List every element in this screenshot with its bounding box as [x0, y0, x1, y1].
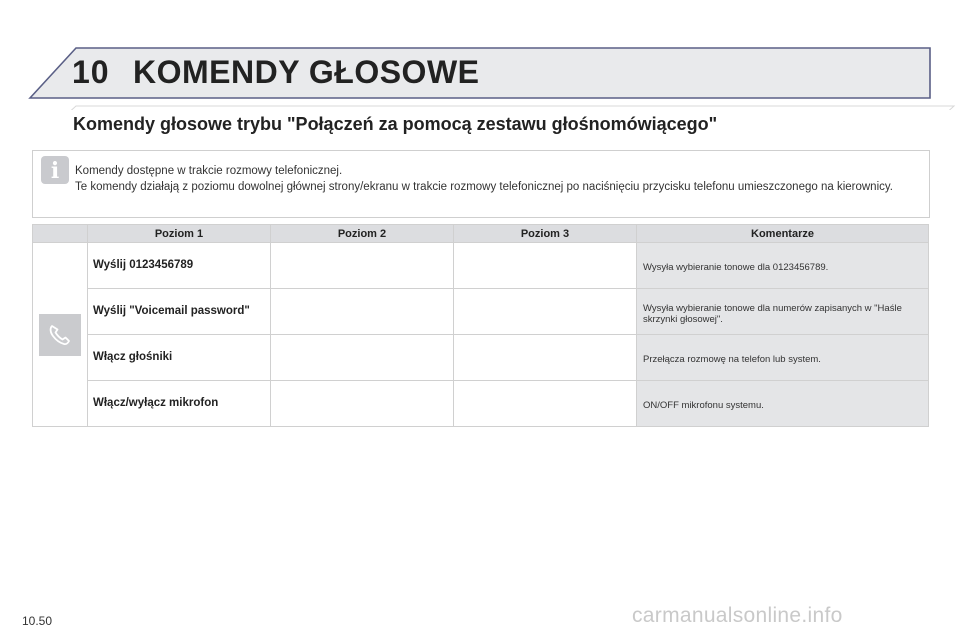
- table-row: [33, 381, 929, 427]
- row-1-level-2: [271, 243, 454, 289]
- header-level-1: Poziom 1: [88, 225, 271, 243]
- row-2-comment: [637, 289, 929, 335]
- row-3-level-1: Włącz głośniki: [88, 335, 271, 381]
- header-comments: Komentarze: [637, 225, 929, 243]
- watermark: carmanualsonline.info: [632, 604, 843, 627]
- commands-table: [32, 224, 929, 427]
- table-row: [33, 243, 929, 289]
- table-row: [33, 335, 929, 381]
- info-line-2: Te komendy działają z poziomu dowolnej głównej strony/ekranu w trakcie rozmowy telefonicznej po naciśnięciu przycisku telefonu umieszczonego na kierownicy.: [75, 181, 893, 193]
- row-4-comment-text: ON/OFF mikrofonu systemu.: [643, 400, 764, 411]
- row-1-level-3: [454, 243, 637, 289]
- chapter-number: 10: [72, 54, 110, 90]
- row-4-level-3: [454, 381, 637, 427]
- row-1-level-1: Wyślij 0123456789: [88, 243, 271, 289]
- table-header-row: [33, 225, 929, 243]
- row-3-comment: [637, 335, 929, 381]
- row-2-comment-text: Wysyła wybieranie tonowe dla numerów zapisanych w "Haśle skrzynki głosowej".: [643, 302, 902, 325]
- row-2-level-3: [454, 289, 637, 335]
- chapter-title: KOMENDY GŁOSOWE: [133, 54, 480, 90]
- info-box: [32, 150, 930, 218]
- row-3-level-3: [454, 335, 637, 381]
- row-4-comment: [637, 381, 929, 427]
- row-1-comment: [637, 243, 929, 289]
- info-icon: i: [41, 156, 69, 184]
- table-row: [33, 289, 929, 335]
- header-blank-cell: [33, 225, 88, 243]
- phone-icon-cell: [33, 243, 88, 427]
- section-title: Komendy głosowe trybu "Połączeń za pomocą zestawu głośnomówiącego": [73, 114, 718, 134]
- phone-icon: [39, 314, 81, 356]
- page-number: 10.50: [22, 614, 53, 628]
- row-4-level-1: Włącz/wyłącz mikrofon: [88, 381, 271, 427]
- row-2-level-1: Wyślij "Voicemail password": [88, 289, 271, 335]
- row-1-comment-text: Wysyła wybieranie tonowe dla 0123456789.: [643, 262, 829, 273]
- row-4-level-2: [271, 381, 454, 427]
- row-3-comment-text: Przełącza rozmowę na telefon lub system.: [643, 354, 821, 365]
- info-line-1: Komendy dostępne w trakcie rozmowy telefonicznej.: [75, 165, 343, 177]
- header-level-2: Poziom 2: [271, 225, 454, 243]
- row-3-level-2: [271, 335, 454, 381]
- chapter-header: [0, 0, 960, 110]
- row-2-level-2: [271, 289, 454, 335]
- header-level-3: Poziom 3: [454, 225, 637, 243]
